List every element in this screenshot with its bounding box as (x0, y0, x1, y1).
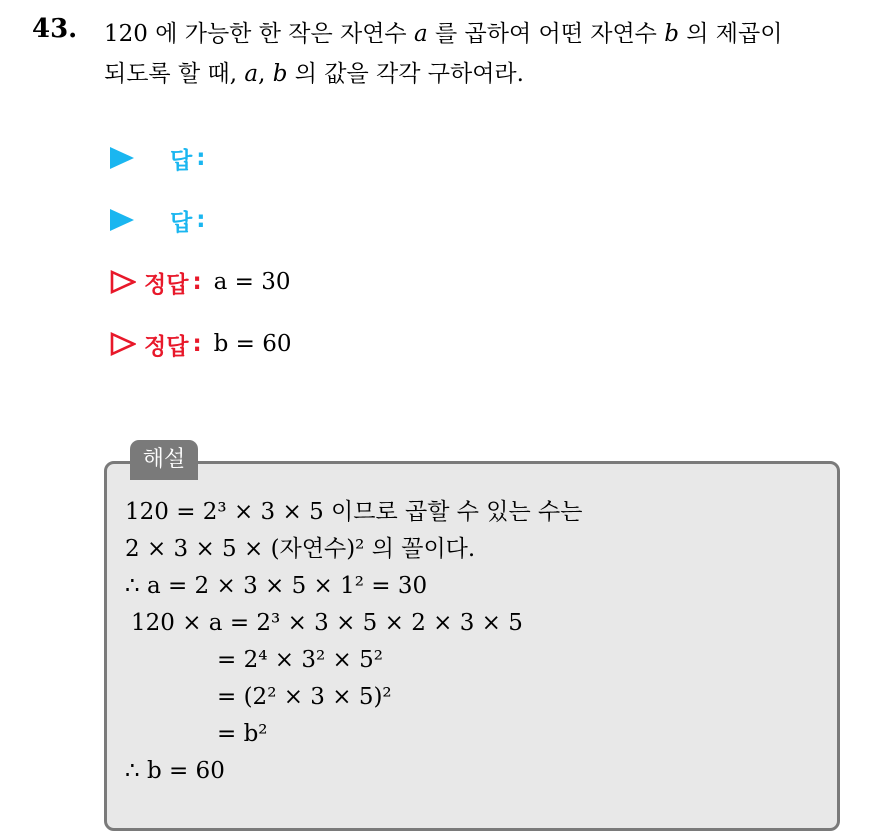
solution-box (104, 461, 840, 831)
solution-line: 120 = 2³ × 3 × 5 이므로 곱할 수 있는 수는 (125, 499, 583, 525)
question-text-segment: 의 제곱이 (678, 21, 783, 47)
question-text (104, 14, 872, 94)
answer-blank-row (110, 189, 292, 251)
question-line-2 (104, 54, 872, 94)
solution-line: 2 × 3 × 5 × (자연수)² 의 꼴이다. (125, 536, 476, 562)
correct-answer-label: 정답 (144, 271, 189, 298)
answer-label: 답 (170, 147, 193, 174)
solution-line: ∴ b = 60 (125, 758, 225, 784)
correct-answer-value: b = 60 (213, 331, 292, 357)
solution-line: = b² (217, 721, 268, 747)
answer-label: 답 (170, 209, 193, 236)
question-text-segment: 의 값을 각각 구하여라. (287, 61, 524, 87)
correct-answer-colon: : (192, 269, 202, 295)
outline-triangle-icon (110, 332, 136, 356)
correct-answer-label: 정답 (144, 333, 189, 360)
solution-tab: 해설 (130, 440, 198, 480)
correct-answer-row (110, 251, 292, 313)
question-line-1 (104, 14, 872, 54)
solution-line: ∴ a = 2 × 3 × 5 × 1² = 30 (125, 573, 428, 599)
question-text-segment: , (258, 61, 273, 87)
solution-line: = 2⁴ × 3² × 5² (217, 647, 383, 673)
solid-triangle-icon (110, 147, 134, 169)
solution-lines (125, 494, 582, 790)
solid-triangle-icon (110, 209, 134, 231)
answer-section (110, 127, 292, 375)
variable-b: b (664, 21, 679, 47)
outline-triangle-icon (110, 270, 136, 294)
variable-a: a (413, 21, 428, 47)
correct-answer-colon: : (192, 331, 202, 357)
solution-line: = (2² × 3 × 5)² (217, 684, 392, 710)
correct-answer-row (110, 313, 292, 375)
answer-colon: : (196, 207, 206, 233)
question-text-segment: 를 곱하여 어떤 자연수 (427, 21, 665, 47)
question-number: 43. (32, 14, 78, 44)
question-text-segment: 되도록 할 때, (104, 61, 245, 87)
variable-a: a (244, 61, 259, 87)
problem (32, 14, 872, 94)
variable-b: b (272, 61, 288, 87)
answer-blank-row (110, 127, 292, 189)
solution-line: 120 × a = 2³ × 3 × 5 × 2 × 3 × 5 (131, 610, 523, 636)
correct-answer-value: a = 30 (213, 269, 291, 295)
answer-colon: : (196, 145, 206, 171)
question-text-segment: 120 에 가능한 한 작은 자연수 (104, 21, 414, 47)
